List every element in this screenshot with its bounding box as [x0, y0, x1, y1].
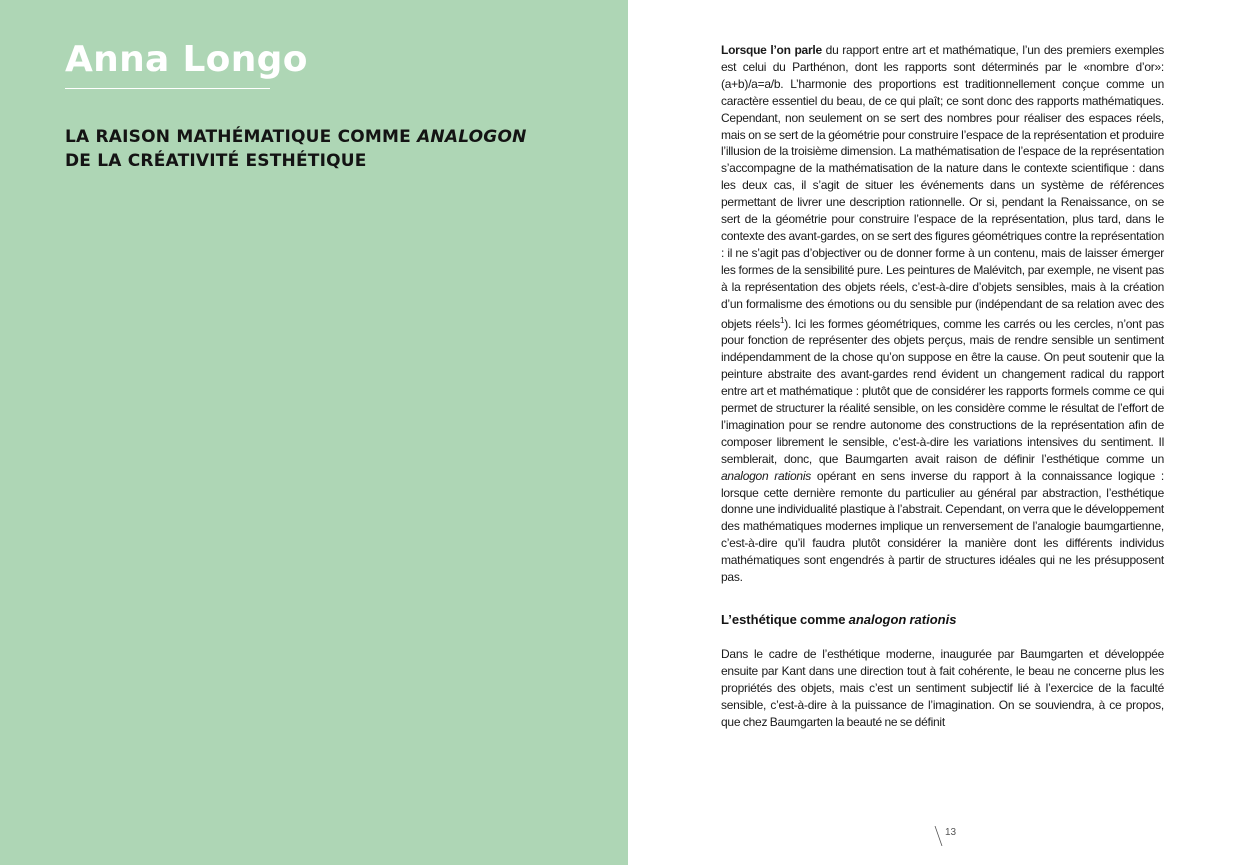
paragraph-2: Dans le cadre de l’esthétique moderne, inaugurée par Baumgarten et développée ensuite par Kant dans une direction tout à fait cohérente, le beau ne concerne plus les propriétés des objets, mais c’est un sentiment subjectif lié à l’exercice de la faculté sensible, c’est-à-dire à la puissance de l’imagination. On se souviendra, à ce propos, que chez Baumgarten la beauté ne se définit — [721, 646, 1164, 729]
paragraph-1-text: du rapport entre art et mathématique, l’un des premiers exemples est celui du Parthénon, dont les rapports sont déterminés par le «nombre d’or»: (a+b)/a=a/b. L’harmonie des proportions est traditionnellement conçue comme un caractère essentiel du beau, de ce qui plaît; ce sont donc des rapports mathématiques. Cependant, non seulement on se sert des nombres pour réaliser des espaces réels, mais on se sert de la géométrie pour construire l’espace de la représentation et produire l’illusion de la troisième dimension. La mathématisation de l’espace de la représentation s’accompagne de la mathématisation de la nature dans le contexte scientifique : dans les deux cas, il s’agit de situer les événements dans un système de références permettant de livrer une description rationnelle. Or si, pendant la Renaissance, on se sert de la géométrie pour construire l’espace de la représentation, plus tard, dans le contexte des avant-gardes, on se sert des figures géométriques contre la représentation : il ne s’agit pas d’objectiver ou de donner forme à un contenu, mais de laisser émerger les formes de la sensibilité pure. Les peintures de Malévitch, par exemple, ne visent pas à la représentation des objets réels, c’est-à-dire d’objets sensibles, mais à la création d’un formalisme des émotions ou du sensible pur (indépendant de sa relation avec des objets réels — [721, 43, 1164, 331]
backslash-mark-icon — [934, 826, 944, 846]
chapter-title-italic: ANALOGON — [417, 127, 527, 147]
paragraph-1-end: opérant en sens inverse du rapport à la connaissance logique : lorsque cette dernière remonte du particulier au général par abstraction, l’esthétique donne une individualité plastique à l’abstrait. Cependant, on verra que le développement des mathématiques modernes implique un renversement de l’analogie baumgartienne, c’est-à-dire qu’il faudra plutôt considérer la manière dont les différents individus mathématiques sont engendrés à partir de structures idéales qui ne les présupposent pas. — [721, 468, 1164, 585]
section-heading — [721, 612, 1164, 629]
body-text — [721, 42, 1164, 730]
right-page — [628, 0, 1254, 865]
author-name: Anna Longo — [65, 39, 308, 80]
page-number — [934, 826, 956, 846]
page-number-value: 13 — [945, 827, 957, 838]
lead-in: Lorsque l’on parle — [721, 43, 822, 57]
chapter-title-part1: LA RAISON MATHÉMATIQUE COMME — [65, 127, 418, 147]
section-heading-italic: analogon rationis — [848, 612, 957, 627]
section-heading-text: L’esthétique comme — [721, 612, 849, 627]
chapter-title-part2: DE LA CRÉATIVITÉ ESTHÉTIQUE — [65, 151, 367, 171]
paragraph-1 — [721, 42, 1164, 586]
author-underline — [65, 88, 270, 89]
chapter-title — [65, 125, 585, 173]
paragraph-1-cont: ). Ici les formes géométriques, comme les carrés ou les cercles, n’ont pas pour fonction de représenter des objets perçus, mais de rendre sensible un sentiment indépendamment de la chose qu’on suppose en être la cause. On peut soutenir que la peinture abstraite des avant-gardes rend évident un changement radical du rapport entre art et mathématique : plutôt que de considérer les rapports formels comme ce qui permet de structurer la réalité sensible, on les considère comme le résultat de l’effort de l’imagination pour se rendre autonome des constructions de la représentation afin de composer librement le sensible, c’est-à-dire les variations intensives du sentiment. Il semblerait, donc, que Baumgarten avait raison de définir l’esthétique comme un — [721, 316, 1164, 466]
paragraph-1-italic: analogon rationis — [721, 468, 811, 483]
footnote-ref[interactable]: 1 — [780, 315, 785, 325]
